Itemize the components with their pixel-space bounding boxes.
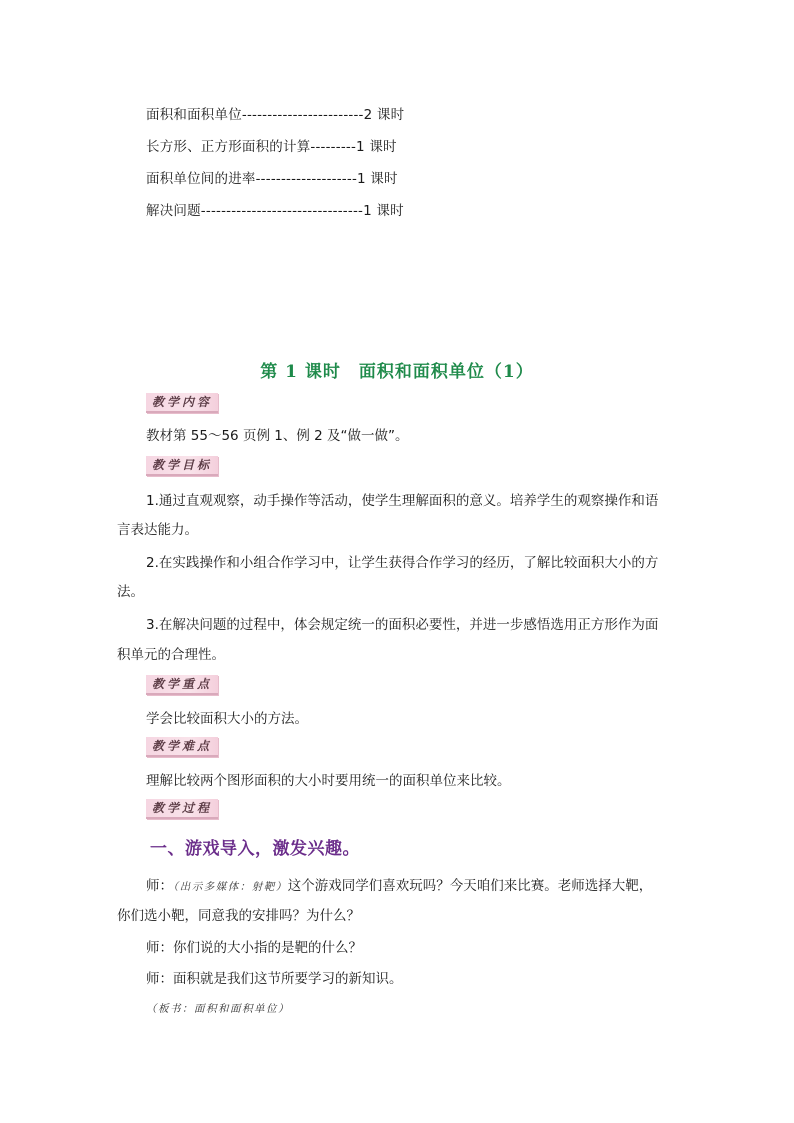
tag-teaching-goals: 教学目标	[146, 456, 218, 476]
paragraph-1-text: 这个游戏同学们喜欢玩吗？今天咱们来比赛。老师选择大靶，	[287, 878, 653, 894]
lesson-title: 第 1 课时 面积和面积单位（1）	[260, 362, 534, 382]
toc-item-2: 长方形、正方形面积的计算---------1 课时	[146, 139, 397, 155]
goal-2-line-2: 法。	[117, 584, 144, 600]
tag-teaching-difficulty: 教学难点	[146, 737, 218, 757]
content-text: 教材第 55～56 页例 1、例 2 及“做一做”。	[146, 428, 409, 444]
goal-2-line-1: 2.在实践操作和小组合作学习中，让学生获得合作学习的经历，了解比较面积大小的方	[146, 555, 659, 571]
paragraph-3: 师：面积就是我们这节所要学习的新知识。	[146, 971, 403, 987]
section-heading-1: 一、游戏导入，激发兴趣。	[150, 839, 360, 859]
key-text: 学会比较面积大小的方法。	[146, 711, 308, 727]
goal-3-line-1: 3.在解决问题的过程中，体会规定统一的面积必要性，并进一步感悟选用正方形作为面	[146, 617, 659, 633]
board-note: （板书：面积和面积单位）	[146, 1003, 290, 1015]
media-note: （出示多媒体：射靶）	[173, 881, 288, 893]
toc-item-4: 解决问题--------------------------------1 课时	[146, 203, 404, 219]
goal-1-line-1: 1.通过直观观察，动手操作等活动，使学生理解面积的意义。培养学生的观察操作和语	[146, 493, 659, 509]
toc-item-3: 面积单位间的进率--------------------1 课时	[146, 171, 398, 187]
paragraph-2: 师：你们说的大小指的是靶的什么？	[146, 940, 362, 956]
tag-teaching-process: 教学过程	[146, 799, 218, 819]
goal-1-line-2: 言表达能力。	[117, 522, 198, 538]
difficulty-text: 理解比较两个图形面积的大小时要用统一的面积单位来比较。	[146, 773, 511, 789]
goal-3-line-2: 积单元的合理性。	[117, 647, 225, 663]
tag-teaching-content: 教学内容	[146, 393, 218, 413]
toc-item-1: 面积和面积单位------------------------2 课时	[146, 107, 405, 123]
paragraph-1-line-2: 你们选小靶，同意我的安排吗？为什么？	[117, 908, 360, 924]
speaker-label: 师：	[146, 878, 173, 894]
tag-teaching-key: 教学重点	[146, 675, 218, 695]
paragraph-1-line-1	[146, 874, 652, 894]
